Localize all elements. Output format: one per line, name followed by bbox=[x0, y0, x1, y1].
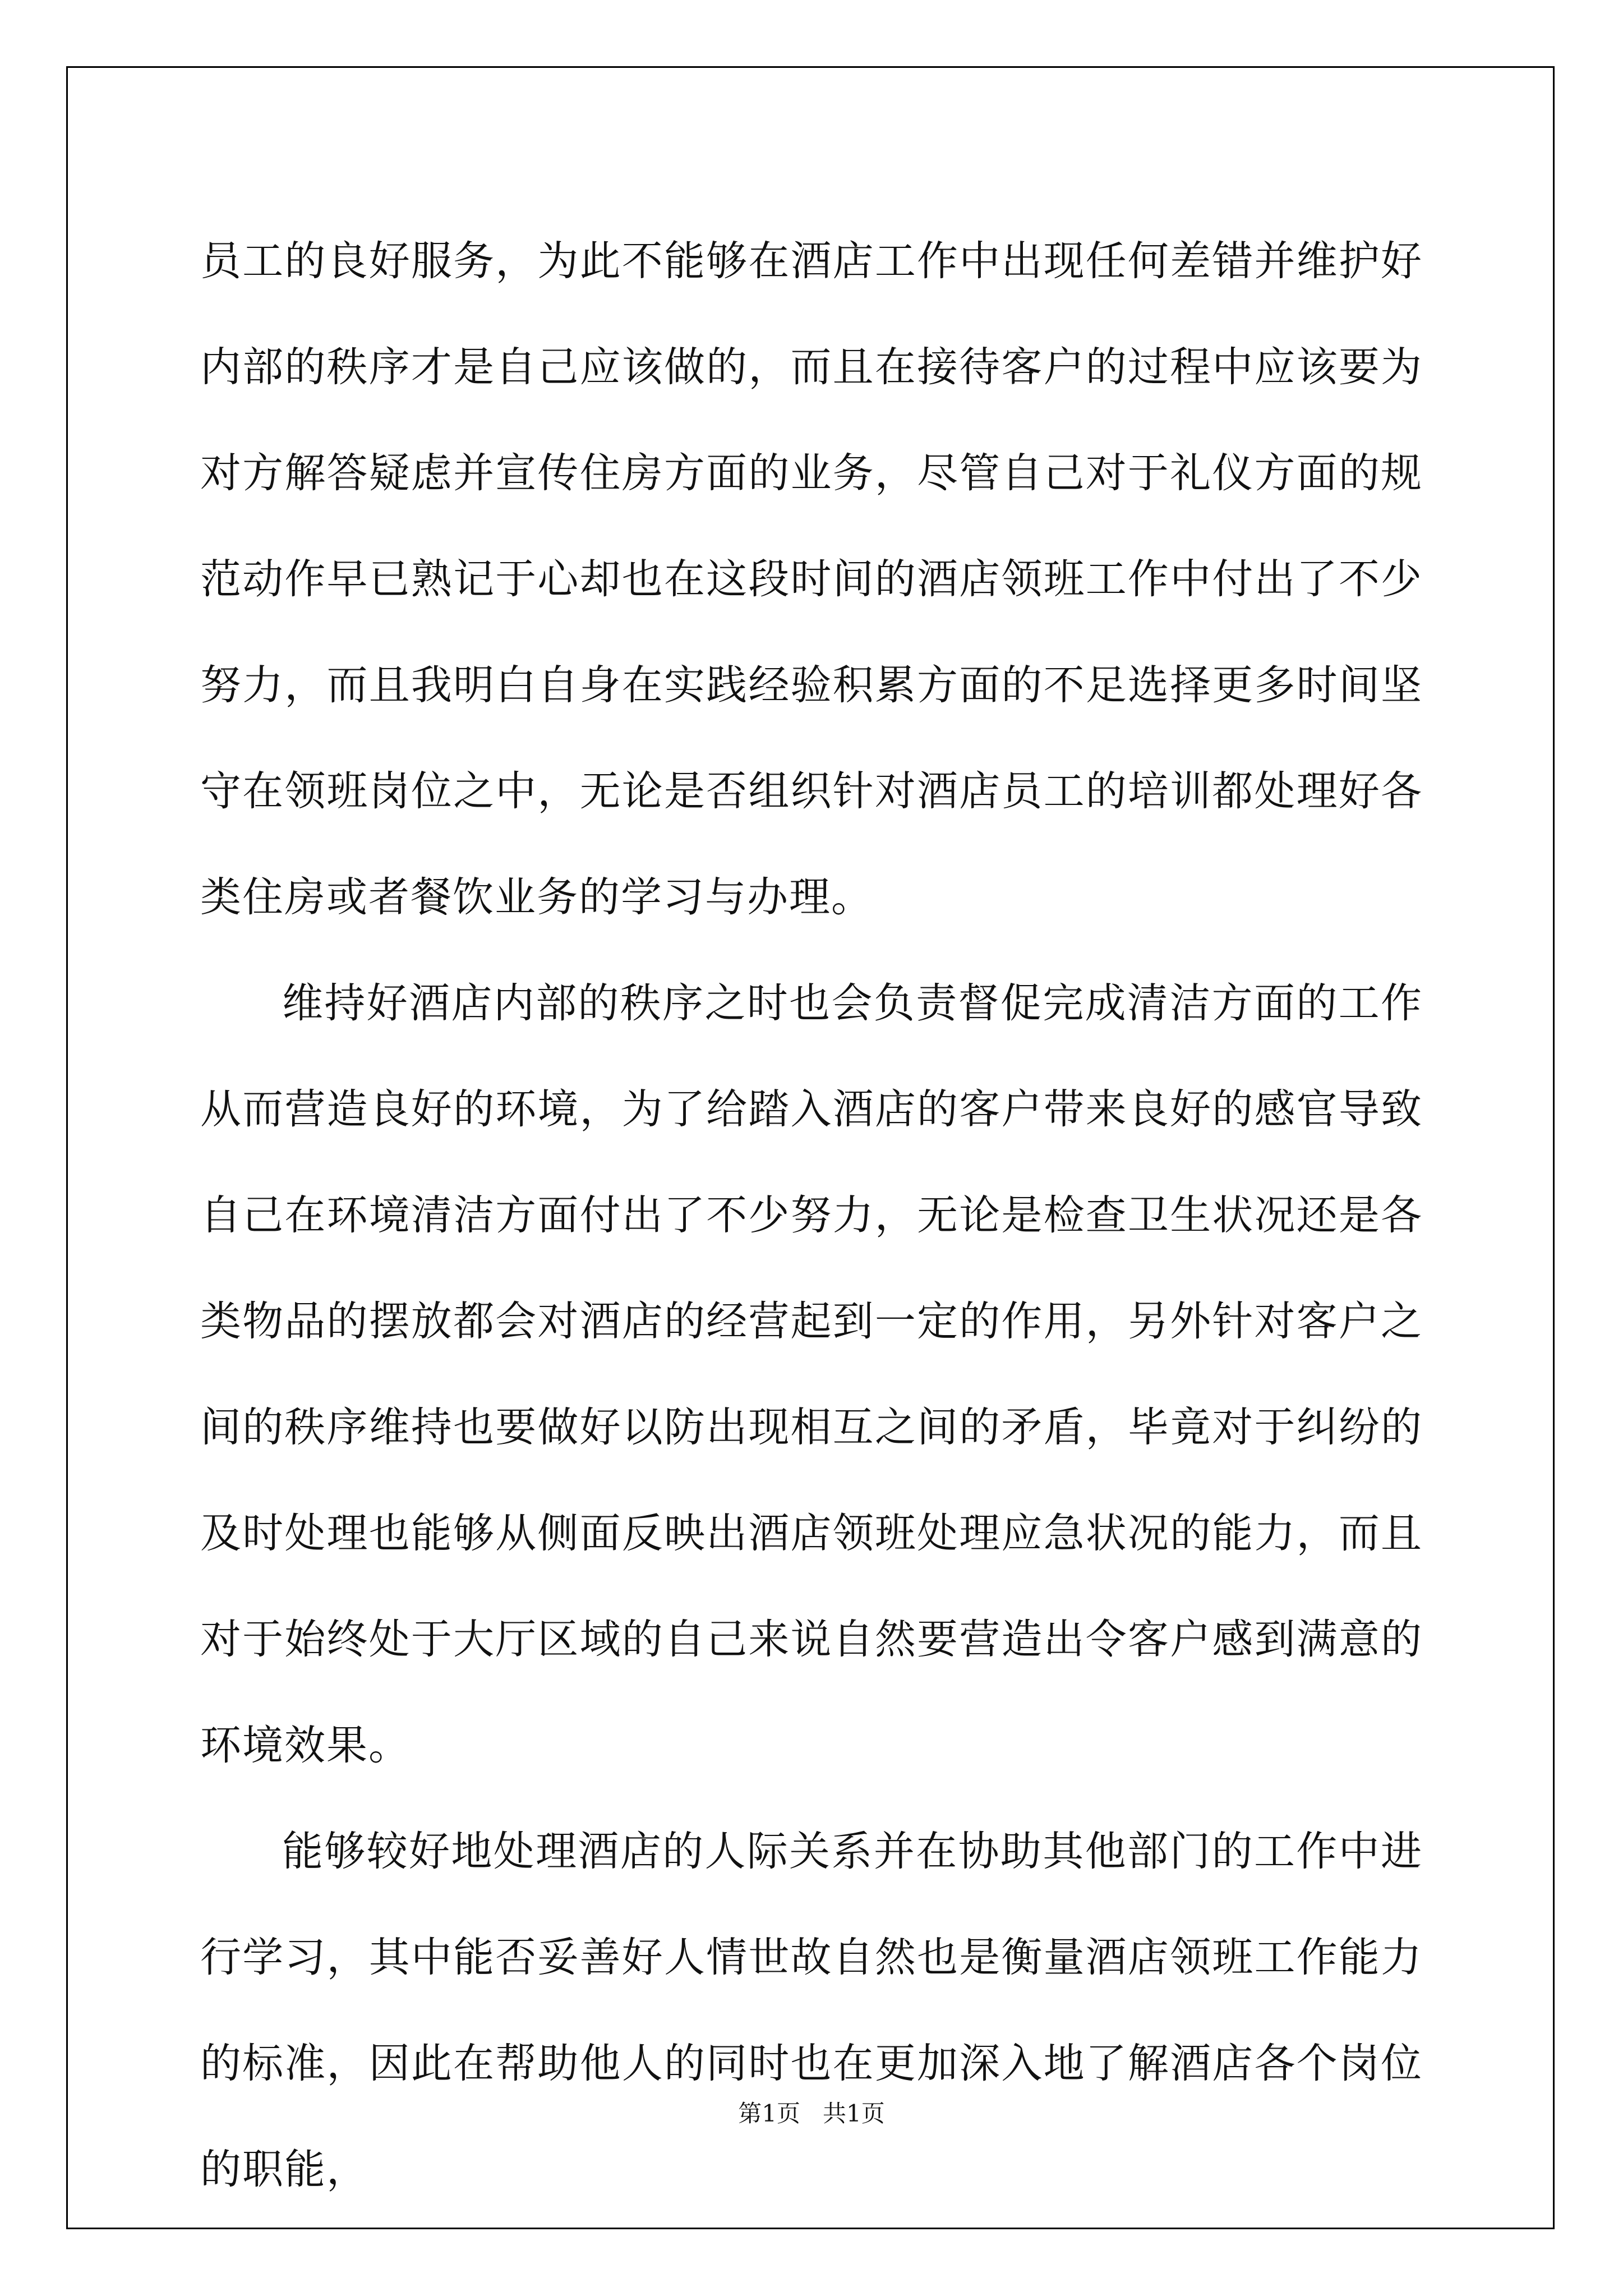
document-body bbox=[200, 208, 1423, 2223]
paragraph-2: 维持好酒店内部的秩序之时也会负责督促完成清洁方面的工作从而营造良好的环境，为了给踏入酒店的客户带来良好的感官导致自己在环境清洁方面付出了不少努力，无论是检查卫生状况还是各类物品的摆放都会对酒店的经营起到一定的作用，另外针对客户之间的秩序维持也要做好以防出现相互之间的矛盾，毕竟对于纠纷的及时处理也能够从侧面反映出酒店领班处理应急状况的能力，而且对于始终处于大厅区域的自己来说自然要营造出令客户感到满意的环境效果。 bbox=[200, 979, 1423, 1769]
paragraph-3: 能够较好地处理酒店的人际关系并在协助其他部门的工作中进行学习，其中能否妥善好人情世故自然也是衡量酒店领班工作能力的标准，因此在帮助他人的同时也在更加深入地了解酒店各个岗位的职能， bbox=[200, 1828, 1423, 2193]
paragraph-1: 员工的良好服务，为此不能够在酒店工作中出现任何差错并维护好内部的秩序才是自己应该做的，而且在接待客户的过程中应该要为对方解答疑虑并宣传住房方面的业务，尽管自己对于礼仪方面的规范动作早已熟记于心却也在这段时间的酒店领班工作中付出了不少努力，而且我明白自身在实践经验积累方面的不足选择更多时间坚守在领班岗位之中，无论是否组织针对酒店员工的培训都处理好各类住房或者餐饮业务的学习与办理。 bbox=[200, 237, 1423, 921]
page-footer: 第1页 共1页 bbox=[738, 2100, 885, 2127]
